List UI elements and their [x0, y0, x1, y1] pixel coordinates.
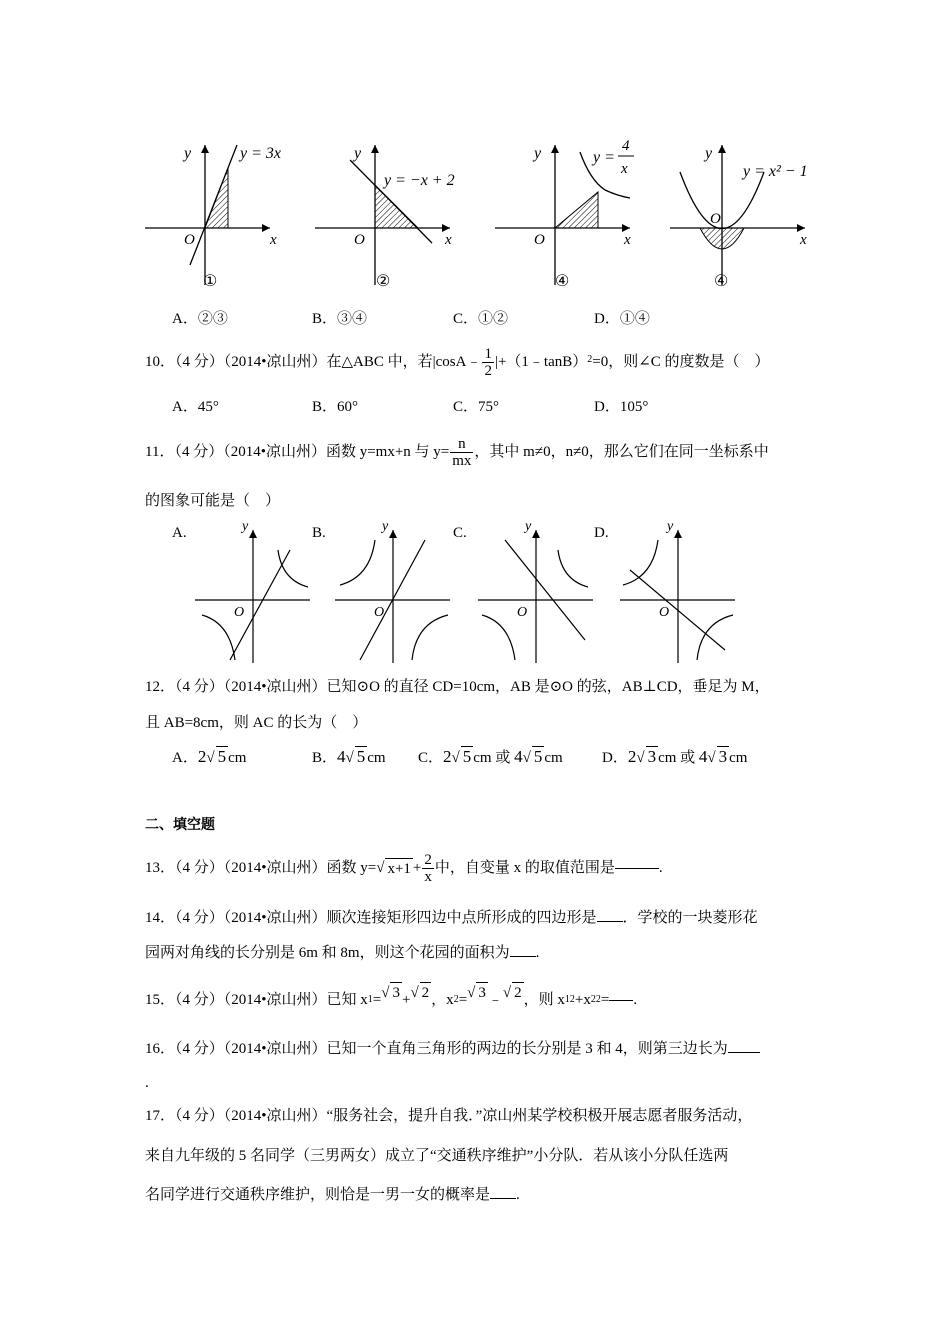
- q17-line2: 来自九年级的 5 名同学（三男两女）成立了“交通秩序维护”小分队．若从该小分队任选两: [145, 1148, 729, 1164]
- y-axis-label: y: [667, 519, 674, 534]
- q9-option-d[interactable]: D．①④: [594, 311, 650, 327]
- subscript: 2: [453, 994, 459, 1005]
- frac-den: mx: [452, 452, 472, 469]
- q10-suffix-b: =0，则∠C 的度数是（ ）: [592, 354, 770, 370]
- frac-num: 1: [484, 345, 492, 362]
- plus: +: [412, 860, 422, 876]
- graph-3-label: ④: [555, 273, 570, 290]
- q9-option-c[interactable]: C．①②: [453, 311, 509, 327]
- q16-line2: .: [145, 1075, 149, 1091]
- frac-den: x: [424, 868, 432, 885]
- radicand: 5: [462, 747, 472, 766]
- q11-graph-c: [478, 519, 593, 663]
- q13-suffix: 中，自变量 x 的取值范围是: [434, 860, 615, 876]
- q11-prefix: 11．（4 分）（2014•凉山州）函数 y=mx+n 与 y=: [145, 444, 450, 460]
- origin-label: O: [374, 605, 385, 620]
- frac-num: n: [450, 436, 473, 453]
- radicand: 3: [476, 982, 488, 1003]
- q10-option-c[interactable]: C．75°: [453, 399, 500, 415]
- unit: cm: [228, 750, 247, 766]
- radicand: x+1: [385, 858, 412, 879]
- q9-option-a[interactable]: A．②③: [172, 311, 228, 327]
- q11-graph-d: [620, 519, 735, 663]
- q12-option-b[interactable]: B．4√ 5 cm: [312, 747, 386, 766]
- superscript: 2: [595, 994, 601, 1005]
- origin-label: O: [534, 232, 545, 248]
- coef: 2: [443, 747, 452, 766]
- origin-label: O: [517, 605, 528, 620]
- q14-text: ．学校的一块菱形花: [622, 910, 758, 926]
- joiner: cm 或: [473, 750, 515, 766]
- graph-4: [670, 145, 808, 290]
- answer-blank[interactable]: [615, 868, 659, 869]
- x-axis-label: x: [270, 232, 277, 248]
- q12-line2: 且 AB=8cm，则 AC 的长为（ ）: [145, 715, 368, 731]
- answer-blank[interactable]: [728, 1052, 760, 1053]
- graph-2-label: ②: [376, 273, 391, 290]
- q15-stem: 15．（4 分）（2014•凉山州）已知 x 1 = √ 3 + √ 2 ，x 2 = √ 3 ﹣ √ 2 ，则 x 1 2 +x 2 2 = .: [145, 982, 637, 1018]
- eq: =: [600, 992, 610, 1008]
- option-letter: D．: [602, 750, 628, 766]
- radicand: 3: [390, 982, 402, 1003]
- graph-3-func-den: x: [621, 161, 628, 177]
- graph-1-func: y = 3x: [240, 145, 281, 162]
- subscript: 1: [564, 994, 570, 1005]
- coef: 4: [698, 747, 708, 766]
- graph-3-func-prefix: y =: [593, 149, 615, 166]
- q14-line1: [145, 908, 758, 928]
- radicand: 3: [718, 747, 728, 766]
- radicand: 5: [533, 747, 543, 766]
- radicand: 3: [647, 747, 657, 766]
- q14-text: 14．（4 分）（2014•凉山州）顺次连接矩形四边中点所形成的四边形是: [145, 910, 597, 926]
- x-axis-label: x: [445, 232, 452, 248]
- coef: 4: [337, 747, 346, 766]
- subscript: 2: [590, 994, 596, 1005]
- q13-fraction: [422, 852, 434, 885]
- answer-blank[interactable]: [609, 1000, 633, 1001]
- q12-option-a[interactable]: A．2√ 5 cm: [172, 747, 247, 766]
- answer-blank[interactable]: [510, 956, 536, 957]
- x-axis-label: x: [800, 232, 807, 248]
- sep: ，x: [431, 992, 454, 1008]
- eq: =: [458, 992, 468, 1008]
- graph-4-label: ④: [714, 273, 729, 290]
- eq: =: [372, 992, 382, 1008]
- q14-text: 园两对角线的长分别是 6m 和 8m，则这个花园的面积为: [145, 945, 510, 961]
- unit: cm: [367, 750, 386, 766]
- origin-label: O: [659, 605, 670, 620]
- q10-option-b[interactable]: B．60°: [312, 399, 359, 415]
- q10-fraction: [482, 346, 494, 379]
- origin-label: O: [710, 211, 721, 227]
- answer-blank[interactable]: [597, 921, 623, 922]
- coef: 4: [514, 747, 523, 766]
- radicand: 5: [356, 747, 366, 766]
- q10-prefix: 10．（4 分）（2014•凉山州）在△ABC 中，若|cosA﹣: [145, 354, 482, 370]
- origin-label: O: [354, 232, 365, 248]
- q14-line2: [145, 943, 539, 963]
- y-axis-label: y: [525, 519, 532, 534]
- q11-graphs: [190, 515, 750, 665]
- period: .: [633, 992, 638, 1008]
- q12-option-d[interactable]: D．2√ 3 cm 或 4√ 3 cm: [602, 747, 748, 766]
- frac-den: 2: [484, 362, 492, 379]
- q11-suffix: ，其中 m≠0，n≠0，那么它们在同一坐标系中: [474, 444, 769, 460]
- section-title: 二、填空题: [145, 817, 215, 833]
- option-letter: C．: [418, 750, 444, 766]
- radicand: 2: [512, 982, 524, 1003]
- y-axis-label: y: [184, 145, 192, 162]
- q17-line3: [145, 1185, 520, 1205]
- q10-option-a[interactable]: A．45°: [172, 399, 219, 415]
- q9-option-b[interactable]: B．③④: [312, 311, 368, 327]
- y-axis-label: y: [354, 145, 362, 162]
- q10-stem: [145, 340, 770, 384]
- coef: 2: [627, 747, 637, 766]
- q11-option-c[interactable]: C.: [453, 525, 467, 541]
- q11-line2: 的图象可能是（ ）: [145, 493, 281, 509]
- q10-suffix-a: |+（1﹣tanB）: [494, 354, 588, 370]
- option-letter: B．: [312, 750, 338, 766]
- subscript: 1: [367, 994, 373, 1005]
- radicand: 5: [217, 747, 227, 766]
- unit: cm: [729, 750, 748, 766]
- minus: ﹣: [487, 992, 503, 1008]
- coef: 2: [197, 747, 207, 766]
- q10-option-d[interactable]: D．105°: [594, 399, 649, 415]
- y-axis-label: y: [242, 519, 249, 534]
- x-axis-label: x: [624, 232, 631, 248]
- q11-graph-a: [195, 519, 310, 663]
- graph-1-label: ①: [203, 273, 218, 290]
- graph-2-func: y = −x + 2: [384, 172, 455, 189]
- unit: cm: [544, 750, 563, 766]
- graph-3-func-num: 4: [622, 138, 630, 154]
- q16-text: 16．（4 分）（2014•凉山州）已知一个直角三角形的两边的长分别是 3 和 4，则第三边长为: [145, 1041, 728, 1057]
- q11-option-a[interactable]: A.: [172, 525, 187, 541]
- plus: +x: [574, 992, 591, 1008]
- y-axis-label: y: [382, 519, 389, 534]
- y-axis-label: y: [534, 145, 542, 162]
- period: .: [516, 1187, 520, 1203]
- q11-option-b[interactable]: B.: [312, 525, 326, 541]
- q9-graphs: [140, 130, 820, 300]
- q11-option-d[interactable]: D.: [594, 525, 609, 541]
- joiner: cm 或: [658, 750, 699, 766]
- then: ，则 x: [523, 992, 565, 1008]
- q11-graph-b: [335, 519, 450, 663]
- q10-sup: 2: [587, 354, 593, 365]
- plus: +: [401, 992, 411, 1008]
- graph-4-func: y = x² − 1: [743, 163, 808, 180]
- q12-option-c[interactable]: C．2√ 5 cm 或 4√ 5 cm: [418, 747, 563, 766]
- frac-num: 2: [424, 851, 432, 868]
- graph-1: [145, 145, 281, 290]
- graph-2: [315, 145, 455, 290]
- q12-line1: 12．（4 分）（2014•凉山州）已知⊙O 的直径 CD=10cm，AB 是⊙O 的弦，AB⊥CD，垂足为 M，: [145, 679, 770, 695]
- period: .: [658, 860, 663, 876]
- q13-prefix: 13．（4 分）（2014•凉山州）函数 y=: [145, 860, 377, 876]
- period: .: [535, 945, 540, 961]
- y-axis-label: y: [705, 145, 713, 162]
- graph-3: [495, 138, 634, 290]
- radicand: 2: [420, 982, 432, 1003]
- q17-line1: 17．（4 分）（2014•凉山州）“服务社会，提升自我．”凉山州某学校积极开展志愿者服务活动，: [145, 1108, 753, 1124]
- option-letter: A．: [172, 750, 198, 766]
- superscript: 2: [569, 994, 575, 1005]
- q13-stem: 13．（4 分）（2014•凉山州）函数 y= √ x+1 + $\frac{2}{x}$ 中，自变量 x 的取值范围是 .: [145, 851, 663, 885]
- q11-fraction: [450, 436, 473, 469]
- q11-stem: [145, 430, 769, 474]
- answer-blank[interactable]: [490, 1198, 516, 1199]
- origin-label: O: [184, 232, 195, 248]
- q15-prefix: 15．（4 分）（2014•凉山州）已知 x: [145, 992, 368, 1008]
- q16-line1: [145, 1039, 760, 1059]
- q17-text: 名同学进行交通秩序维护，则恰是一男一女的概率是: [145, 1187, 491, 1203]
- origin-label: O: [234, 605, 245, 620]
